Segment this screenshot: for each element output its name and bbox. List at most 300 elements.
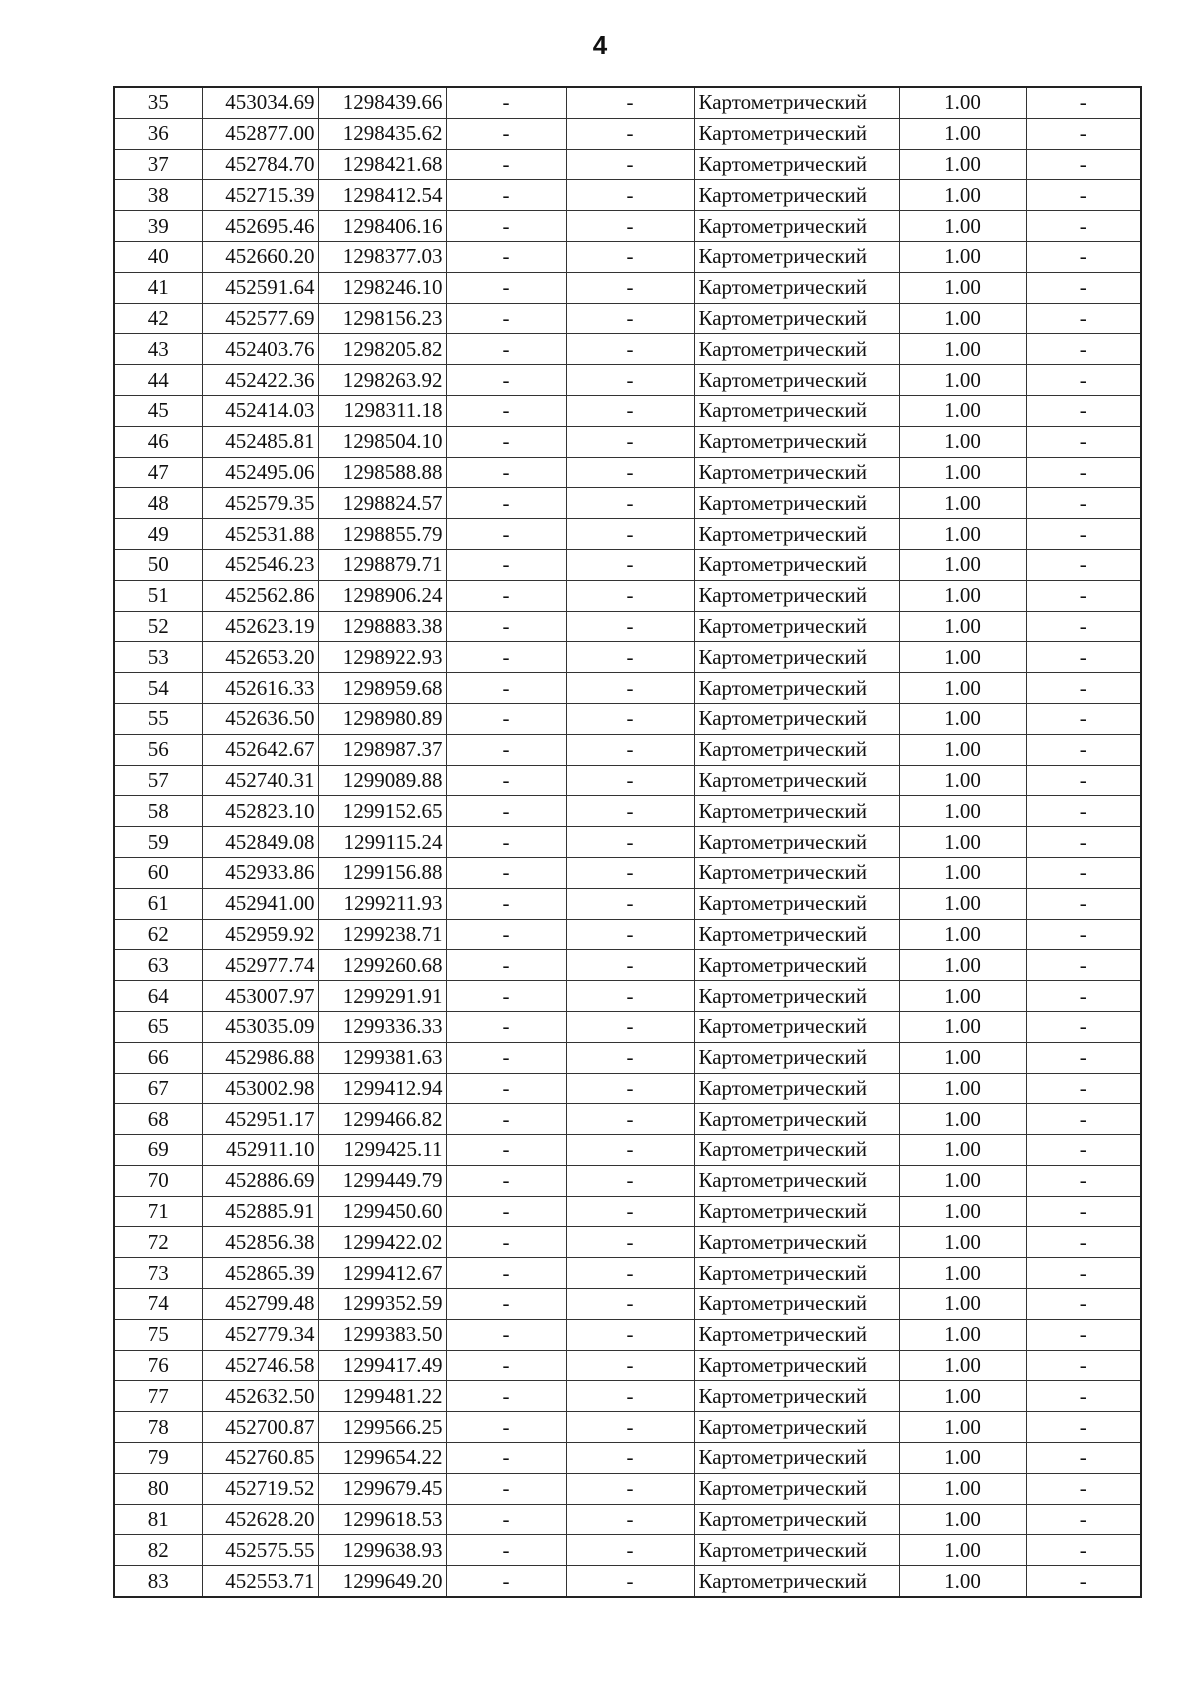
x-coordinate-cell: 452628.20 <box>202 1504 318 1535</box>
point-number-cell: 70 <box>114 1165 202 1196</box>
method-cell: Картометрический <box>694 118 899 149</box>
empty-value-cell: - <box>446 1566 566 1597</box>
y-coordinate-cell: 1298883.38 <box>318 611 446 642</box>
method-cell: Картометрический <box>694 1535 899 1566</box>
method-cell: Картометрический <box>694 950 899 981</box>
y-coordinate-cell: 1299156.88 <box>318 857 446 888</box>
x-coordinate-cell: 452849.08 <box>202 827 318 858</box>
table-row <box>114 1381 1141 1412</box>
y-coordinate-cell: 1299089.88 <box>318 765 446 796</box>
y-coordinate-cell: 1298205.82 <box>318 334 446 365</box>
y-coordinate-cell: 1298906.24 <box>318 580 446 611</box>
empty-value-cell: - <box>446 1350 566 1381</box>
empty-value-cell: - <box>1026 888 1141 919</box>
x-coordinate-cell: 452695.46 <box>202 211 318 242</box>
empty-value-cell: - <box>1026 457 1141 488</box>
empty-value-cell: - <box>446 1042 566 1073</box>
method-cell: Картометрический <box>694 796 899 827</box>
point-number-cell: 65 <box>114 1011 202 1042</box>
point-number-cell: 71 <box>114 1196 202 1227</box>
empty-value-cell: - <box>1026 211 1141 242</box>
y-coordinate-cell: 1298412.54 <box>318 180 446 211</box>
method-cell: Картометрический <box>694 549 899 580</box>
x-coordinate-cell: 452422.36 <box>202 365 318 396</box>
y-coordinate-cell: 1299352.59 <box>318 1289 446 1320</box>
x-coordinate-cell: 453035.09 <box>202 1011 318 1042</box>
empty-value-cell: - <box>446 1319 566 1350</box>
point-number-cell: 54 <box>114 673 202 704</box>
accuracy-cell: 1.00 <box>899 673 1026 704</box>
table-row <box>114 365 1141 396</box>
method-cell: Картометрический <box>694 734 899 765</box>
x-coordinate-cell: 452403.76 <box>202 334 318 365</box>
empty-value-cell: - <box>566 1042 694 1073</box>
y-coordinate-cell: 1298435.62 <box>318 118 446 149</box>
accuracy-cell: 1.00 <box>899 272 1026 303</box>
method-cell: Картометрический <box>694 488 899 519</box>
empty-value-cell: - <box>1026 734 1141 765</box>
x-coordinate-cell: 452823.10 <box>202 796 318 827</box>
accuracy-cell: 1.00 <box>899 87 1026 118</box>
x-coordinate-cell: 452986.88 <box>202 1042 318 1073</box>
empty-value-cell: - <box>566 1566 694 1597</box>
empty-value-cell: - <box>446 1073 566 1104</box>
empty-value-cell: - <box>446 1504 566 1535</box>
empty-value-cell: - <box>1026 1227 1141 1258</box>
y-coordinate-cell: 1298824.57 <box>318 488 446 519</box>
empty-value-cell: - <box>446 673 566 704</box>
point-number-cell: 56 <box>114 734 202 765</box>
empty-value-cell: - <box>446 118 566 149</box>
method-cell: Картометрический <box>694 580 899 611</box>
empty-value-cell: - <box>1026 765 1141 796</box>
accuracy-cell: 1.00 <box>899 1104 1026 1135</box>
accuracy-cell: 1.00 <box>899 1196 1026 1227</box>
accuracy-cell: 1.00 <box>899 1504 1026 1535</box>
method-cell: Картометрический <box>694 87 899 118</box>
method-cell: Картометрический <box>694 1473 899 1504</box>
empty-value-cell: - <box>446 1443 566 1474</box>
empty-value-cell: - <box>1026 950 1141 981</box>
empty-value-cell: - <box>1026 580 1141 611</box>
x-coordinate-cell: 452553.71 <box>202 1566 318 1597</box>
y-coordinate-cell: 1298246.10 <box>318 272 446 303</box>
empty-value-cell: - <box>446 734 566 765</box>
empty-value-cell: - <box>566 365 694 396</box>
table-row <box>114 857 1141 888</box>
table-row <box>114 950 1141 981</box>
y-coordinate-cell: 1298588.88 <box>318 457 446 488</box>
table-row <box>114 642 1141 673</box>
accuracy-cell: 1.00 <box>899 549 1026 580</box>
method-cell: Картометрический <box>694 1227 899 1258</box>
x-coordinate-cell: 452856.38 <box>202 1227 318 1258</box>
empty-value-cell: - <box>1026 1135 1141 1166</box>
method-cell: Картометрический <box>694 1443 899 1474</box>
accuracy-cell: 1.00 <box>899 488 1026 519</box>
y-coordinate-cell: 1298439.66 <box>318 87 446 118</box>
empty-value-cell: - <box>566 211 694 242</box>
method-cell: Картометрический <box>694 703 899 734</box>
y-coordinate-cell: 1298855.79 <box>318 519 446 550</box>
table-row <box>114 1196 1141 1227</box>
y-coordinate-cell: 1298377.03 <box>318 241 446 272</box>
accuracy-cell: 1.00 <box>899 1042 1026 1073</box>
method-cell: Картометрический <box>694 857 899 888</box>
point-number-cell: 39 <box>114 211 202 242</box>
method-cell: Картометрический <box>694 149 899 180</box>
empty-value-cell: - <box>1026 1381 1141 1412</box>
x-coordinate-cell: 452632.50 <box>202 1381 318 1412</box>
method-cell: Картометрический <box>694 457 899 488</box>
point-number-cell: 43 <box>114 334 202 365</box>
point-number-cell: 74 <box>114 1289 202 1320</box>
accuracy-cell: 1.00 <box>899 981 1026 1012</box>
empty-value-cell: - <box>446 580 566 611</box>
table-row <box>114 211 1141 242</box>
table-row <box>114 457 1141 488</box>
x-coordinate-cell: 452865.39 <box>202 1258 318 1289</box>
empty-value-cell: - <box>1026 1104 1141 1135</box>
y-coordinate-cell: 1299449.79 <box>318 1165 446 1196</box>
empty-value-cell: - <box>446 457 566 488</box>
method-cell: Картометрический <box>694 827 899 858</box>
point-number-cell: 62 <box>114 919 202 950</box>
empty-value-cell: - <box>566 796 694 827</box>
point-number-cell: 37 <box>114 149 202 180</box>
method-cell: Картометрический <box>694 919 899 950</box>
empty-value-cell: - <box>446 488 566 519</box>
empty-value-cell: - <box>1026 1289 1141 1320</box>
x-coordinate-cell: 452933.86 <box>202 857 318 888</box>
empty-value-cell: - <box>566 1104 694 1135</box>
point-number-cell: 44 <box>114 365 202 396</box>
empty-value-cell: - <box>566 241 694 272</box>
accuracy-cell: 1.00 <box>899 1135 1026 1166</box>
method-cell: Картометрический <box>694 611 899 642</box>
empty-value-cell: - <box>446 1473 566 1504</box>
x-coordinate-cell: 453002.98 <box>202 1073 318 1104</box>
empty-value-cell: - <box>446 519 566 550</box>
accuracy-cell: 1.00 <box>899 1350 1026 1381</box>
method-cell: Картометрический <box>694 1566 899 1597</box>
empty-value-cell: - <box>1026 241 1141 272</box>
y-coordinate-cell: 1299412.94 <box>318 1073 446 1104</box>
empty-value-cell: - <box>446 211 566 242</box>
empty-value-cell: - <box>566 1443 694 1474</box>
empty-value-cell: - <box>566 888 694 919</box>
method-cell: Картометрический <box>694 211 899 242</box>
empty-value-cell: - <box>566 1535 694 1566</box>
y-coordinate-cell: 1298311.18 <box>318 395 446 426</box>
y-coordinate-cell: 1299618.53 <box>318 1504 446 1535</box>
empty-value-cell: - <box>1026 426 1141 457</box>
empty-value-cell: - <box>446 919 566 950</box>
empty-value-cell: - <box>566 673 694 704</box>
accuracy-cell: 1.00 <box>899 950 1026 981</box>
table-row <box>114 765 1141 796</box>
empty-value-cell: - <box>566 87 694 118</box>
y-coordinate-cell: 1299291.91 <box>318 981 446 1012</box>
point-number-cell: 67 <box>114 1073 202 1104</box>
x-coordinate-cell: 452575.55 <box>202 1535 318 1566</box>
table-row <box>114 1566 1141 1597</box>
point-number-cell: 41 <box>114 272 202 303</box>
empty-value-cell: - <box>566 1011 694 1042</box>
point-number-cell: 35 <box>114 87 202 118</box>
table-row <box>114 1104 1141 1135</box>
empty-value-cell: - <box>446 87 566 118</box>
table-row <box>114 981 1141 1012</box>
table-row <box>114 703 1141 734</box>
empty-value-cell: - <box>1026 395 1141 426</box>
table-row <box>114 118 1141 149</box>
accuracy-cell: 1.00 <box>899 734 1026 765</box>
empty-value-cell: - <box>446 827 566 858</box>
point-number-cell: 79 <box>114 1443 202 1474</box>
empty-value-cell: - <box>1026 981 1141 1012</box>
y-coordinate-cell: 1298959.68 <box>318 673 446 704</box>
y-coordinate-cell: 1299638.93 <box>318 1535 446 1566</box>
method-cell: Картометрический <box>694 1042 899 1073</box>
accuracy-cell: 1.00 <box>899 765 1026 796</box>
point-number-cell: 48 <box>114 488 202 519</box>
point-number-cell: 36 <box>114 118 202 149</box>
table-row <box>114 426 1141 457</box>
table-row <box>114 734 1141 765</box>
empty-value-cell: - <box>566 1504 694 1535</box>
y-coordinate-cell: 1299425.11 <box>318 1135 446 1166</box>
point-number-cell: 50 <box>114 549 202 580</box>
empty-value-cell: - <box>1026 334 1141 365</box>
method-cell: Картометрический <box>694 1289 899 1320</box>
y-coordinate-cell: 1298156.23 <box>318 303 446 334</box>
method-cell: Картометрический <box>694 765 899 796</box>
point-number-cell: 68 <box>114 1104 202 1135</box>
empty-value-cell: - <box>566 611 694 642</box>
accuracy-cell: 1.00 <box>899 919 1026 950</box>
accuracy-cell: 1.00 <box>899 827 1026 858</box>
x-coordinate-cell: 453034.69 <box>202 87 318 118</box>
empty-value-cell: - <box>566 1073 694 1104</box>
x-coordinate-cell: 452746.58 <box>202 1350 318 1381</box>
empty-value-cell: - <box>446 1289 566 1320</box>
accuracy-cell: 1.00 <box>899 703 1026 734</box>
empty-value-cell: - <box>446 180 566 211</box>
method-cell: Картометрический <box>694 642 899 673</box>
empty-value-cell: - <box>1026 118 1141 149</box>
table-row <box>114 1350 1141 1381</box>
empty-value-cell: - <box>446 303 566 334</box>
accuracy-cell: 1.00 <box>899 1566 1026 1597</box>
empty-value-cell: - <box>446 888 566 919</box>
empty-value-cell: - <box>446 703 566 734</box>
accuracy-cell: 1.00 <box>899 1227 1026 1258</box>
empty-value-cell: - <box>1026 87 1141 118</box>
x-coordinate-cell: 452799.48 <box>202 1289 318 1320</box>
accuracy-cell: 1.00 <box>899 1258 1026 1289</box>
empty-value-cell: - <box>566 1135 694 1166</box>
accuracy-cell: 1.00 <box>899 1011 1026 1042</box>
empty-value-cell: - <box>1026 1350 1141 1381</box>
method-cell: Картометрический <box>694 1381 899 1412</box>
x-coordinate-cell: 452941.00 <box>202 888 318 919</box>
accuracy-cell: 1.00 <box>899 611 1026 642</box>
point-number-cell: 66 <box>114 1042 202 1073</box>
method-cell: Картометрический <box>694 365 899 396</box>
point-number-cell: 55 <box>114 703 202 734</box>
point-number-cell: 72 <box>114 1227 202 1258</box>
table-row <box>114 1289 1141 1320</box>
point-number-cell: 40 <box>114 241 202 272</box>
empty-value-cell: - <box>1026 549 1141 580</box>
y-coordinate-cell: 1298922.93 <box>318 642 446 673</box>
empty-value-cell: - <box>1026 1319 1141 1350</box>
y-coordinate-cell: 1299466.82 <box>318 1104 446 1135</box>
method-cell: Картометрический <box>694 1165 899 1196</box>
table-row <box>114 1535 1141 1566</box>
method-cell: Картометрический <box>694 1319 899 1350</box>
point-number-cell: 77 <box>114 1381 202 1412</box>
point-number-cell: 53 <box>114 642 202 673</box>
empty-value-cell: - <box>446 241 566 272</box>
y-coordinate-cell: 1298421.68 <box>318 149 446 180</box>
point-number-cell: 83 <box>114 1566 202 1597</box>
table-row <box>114 1073 1141 1104</box>
y-coordinate-cell: 1299115.24 <box>318 827 446 858</box>
x-coordinate-cell: 452636.50 <box>202 703 318 734</box>
empty-value-cell: - <box>1026 1258 1141 1289</box>
method-cell: Картометрический <box>694 180 899 211</box>
y-coordinate-cell: 1298980.89 <box>318 703 446 734</box>
page-number: 4 <box>592 30 608 60</box>
empty-value-cell: - <box>566 149 694 180</box>
y-coordinate-cell: 1299383.50 <box>318 1319 446 1350</box>
x-coordinate-cell: 452653.20 <box>202 642 318 673</box>
empty-value-cell: - <box>1026 611 1141 642</box>
empty-value-cell: - <box>566 1473 694 1504</box>
table-row <box>114 149 1141 180</box>
empty-value-cell: - <box>446 365 566 396</box>
empty-value-cell: - <box>446 857 566 888</box>
y-coordinate-cell: 1299412.67 <box>318 1258 446 1289</box>
point-number-cell: 42 <box>114 303 202 334</box>
empty-value-cell: - <box>446 796 566 827</box>
empty-value-cell: - <box>566 734 694 765</box>
table-row <box>114 1258 1141 1289</box>
x-coordinate-cell: 452642.67 <box>202 734 318 765</box>
x-coordinate-cell: 452660.20 <box>202 241 318 272</box>
empty-value-cell: - <box>446 272 566 303</box>
table-row <box>114 919 1141 950</box>
table-row <box>114 1473 1141 1504</box>
empty-value-cell: - <box>446 981 566 1012</box>
x-coordinate-cell: 452700.87 <box>202 1412 318 1443</box>
empty-value-cell: - <box>566 426 694 457</box>
x-coordinate-cell: 452591.64 <box>202 272 318 303</box>
x-coordinate-cell: 452414.03 <box>202 395 318 426</box>
empty-value-cell: - <box>1026 703 1141 734</box>
empty-value-cell: - <box>566 272 694 303</box>
x-coordinate-cell: 453007.97 <box>202 981 318 1012</box>
method-cell: Картометрический <box>694 1412 899 1443</box>
table-row <box>114 1504 1141 1535</box>
empty-value-cell: - <box>446 1227 566 1258</box>
x-coordinate-cell: 452577.69 <box>202 303 318 334</box>
empty-value-cell: - <box>566 765 694 796</box>
empty-value-cell: - <box>446 426 566 457</box>
table-row <box>114 1011 1141 1042</box>
accuracy-cell: 1.00 <box>899 519 1026 550</box>
empty-value-cell: - <box>1026 1165 1141 1196</box>
empty-value-cell: - <box>1026 1535 1141 1566</box>
table-row <box>114 1227 1141 1258</box>
empty-value-cell: - <box>566 395 694 426</box>
accuracy-cell: 1.00 <box>899 1412 1026 1443</box>
empty-value-cell: - <box>446 1535 566 1566</box>
empty-value-cell: - <box>446 765 566 796</box>
empty-value-cell: - <box>566 180 694 211</box>
empty-value-cell: - <box>446 950 566 981</box>
table-row <box>114 888 1141 919</box>
x-coordinate-cell: 452562.86 <box>202 580 318 611</box>
empty-value-cell: - <box>566 1227 694 1258</box>
table-row <box>114 1412 1141 1443</box>
accuracy-cell: 1.00 <box>899 180 1026 211</box>
empty-value-cell: - <box>566 303 694 334</box>
coordinates-table <box>113 86 1142 1598</box>
empty-value-cell: - <box>1026 1443 1141 1474</box>
point-number-cell: 80 <box>114 1473 202 1504</box>
x-coordinate-cell: 452959.92 <box>202 919 318 950</box>
accuracy-cell: 1.00 <box>899 857 1026 888</box>
coordinates-table-body <box>114 87 1141 1597</box>
x-coordinate-cell: 452886.69 <box>202 1165 318 1196</box>
table-row <box>114 519 1141 550</box>
accuracy-cell: 1.00 <box>899 1165 1026 1196</box>
point-number-cell: 63 <box>114 950 202 981</box>
empty-value-cell: - <box>566 1196 694 1227</box>
y-coordinate-cell: 1299649.20 <box>318 1566 446 1597</box>
empty-value-cell: - <box>1026 673 1141 704</box>
empty-value-cell: - <box>566 488 694 519</box>
y-coordinate-cell: 1298263.92 <box>318 365 446 396</box>
empty-value-cell: - <box>566 1412 694 1443</box>
empty-value-cell: - <box>1026 919 1141 950</box>
point-number-cell: 52 <box>114 611 202 642</box>
empty-value-cell: - <box>1026 857 1141 888</box>
point-number-cell: 60 <box>114 857 202 888</box>
empty-value-cell: - <box>566 919 694 950</box>
y-coordinate-cell: 1299381.63 <box>318 1042 446 1073</box>
empty-value-cell: - <box>566 580 694 611</box>
accuracy-cell: 1.00 <box>899 334 1026 365</box>
x-coordinate-cell: 452715.39 <box>202 180 318 211</box>
y-coordinate-cell: 1299238.71 <box>318 919 446 950</box>
empty-value-cell: - <box>1026 488 1141 519</box>
empty-value-cell: - <box>446 642 566 673</box>
y-coordinate-cell: 1298879.71 <box>318 549 446 580</box>
y-coordinate-cell: 1299566.25 <box>318 1412 446 1443</box>
accuracy-cell: 1.00 <box>899 149 1026 180</box>
y-coordinate-cell: 1298987.37 <box>318 734 446 765</box>
point-number-cell: 81 <box>114 1504 202 1535</box>
empty-value-cell: - <box>566 703 694 734</box>
table-row <box>114 1165 1141 1196</box>
x-coordinate-cell: 452911.10 <box>202 1135 318 1166</box>
x-coordinate-cell: 452546.23 <box>202 549 318 580</box>
accuracy-cell: 1.00 <box>899 365 1026 396</box>
